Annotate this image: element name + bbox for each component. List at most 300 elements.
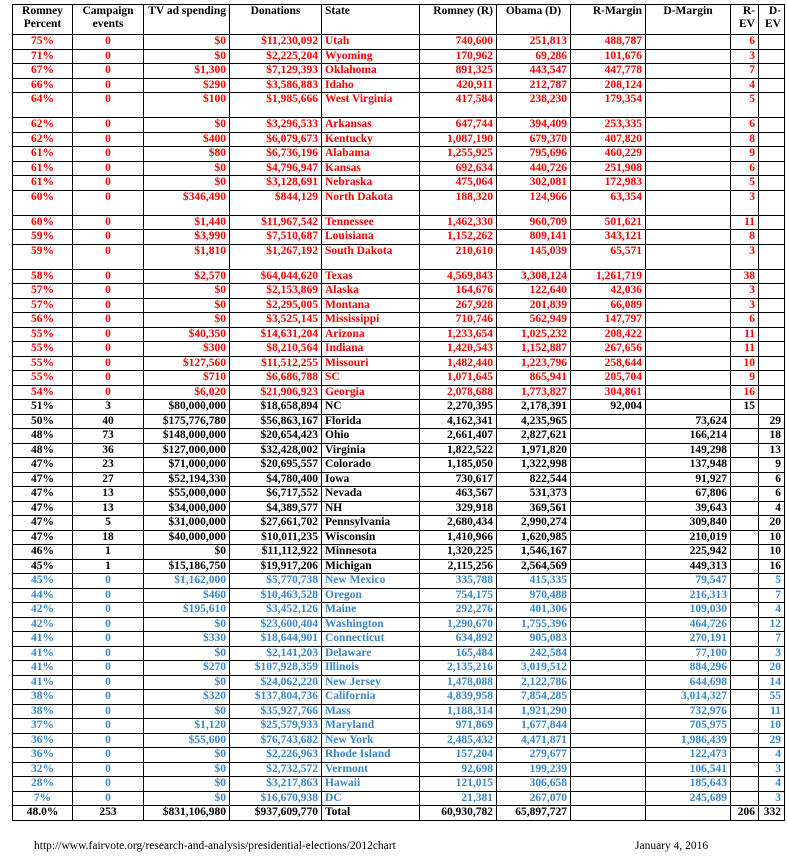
cell-d-ev: 12 (759, 617, 785, 632)
cell-donations: $1,985,666 (230, 93, 322, 118)
cell-donations: $19,917,206 (230, 559, 322, 574)
cell-d-ev (759, 118, 785, 133)
cell-r-ev (731, 559, 759, 574)
cell-romney-percent: 55% (13, 327, 73, 342)
cell-obama-votes: 401,306 (497, 603, 571, 618)
cell-campaign-events: 0 (73, 78, 144, 93)
cell-r-ev: 6 (731, 35, 759, 50)
cell-d-ev (759, 298, 785, 313)
cell-d-margin: 270,191 (646, 632, 731, 647)
cell-r-margin: 101,676 (571, 49, 646, 64)
cell-obama-votes: 1,152,887 (497, 342, 571, 357)
cell-donations: $2,295,005 (230, 298, 322, 313)
cell-state-name: Colorado (322, 458, 420, 473)
cell-donations: $10,463,528 (230, 588, 322, 603)
cell-r-ev: 11 (731, 327, 759, 342)
cell-obama-votes: 809,141 (497, 230, 571, 245)
cell-romney-percent: 42% (13, 603, 73, 618)
cell-d-ev: 6 (759, 487, 785, 502)
cell-obama-votes: 2,564,569 (497, 559, 571, 574)
table-row (13, 400, 785, 415)
cell-d-margin: 225,942 (646, 545, 731, 560)
cell-donations: $25,579,933 (230, 719, 322, 734)
cell-d-ev (759, 35, 785, 50)
header-romney-votes: Romney (R) (420, 5, 497, 35)
cell-romney-percent: 41% (13, 646, 73, 661)
cell-r-margin (571, 632, 646, 647)
cell-donations: $3,217,863 (230, 777, 322, 792)
cell-r-margin: 208,422 (571, 327, 646, 342)
cell-r-margin: 147,797 (571, 313, 646, 328)
cell-r-margin: 179,354 (571, 93, 646, 118)
cell-obama-votes: 369,561 (497, 501, 571, 516)
cell-d-ev: 4 (759, 777, 785, 792)
cell-campaign-events: 0 (73, 313, 144, 328)
cell-romney-votes: 740,600 (420, 35, 497, 50)
cell-state-name: Michigan (322, 559, 420, 574)
cell-r-ev: 3 (731, 49, 759, 64)
cell-donations: $1,267,192 (230, 244, 322, 269)
cell-r-margin (571, 545, 646, 560)
cell-campaign-events: 3 (73, 400, 144, 415)
cell-romney-percent: 47% (13, 516, 73, 531)
cell-romney-votes: 1,152,262 (420, 230, 497, 245)
cell-r-ev (731, 719, 759, 734)
cell-campaign-events: 0 (73, 690, 144, 705)
cell-campaign-events: 0 (73, 161, 144, 176)
cell-romney-votes: 188,320 (420, 190, 497, 215)
cell-state-name: Vermont (322, 762, 420, 777)
cell-tv-ad-spending: $6,020 (144, 385, 230, 400)
cell-tv-ad-spending: $330 (144, 632, 230, 647)
cell-tv-ad-spending: $0 (144, 704, 230, 719)
cell-d-ev: 6 (759, 472, 785, 487)
cell-d-ev: 5 (759, 574, 785, 589)
cell-r-margin: 66,089 (571, 298, 646, 313)
cell-obama-votes: 1,773,827 (497, 385, 571, 400)
cell-state-name: Tennessee (322, 215, 420, 230)
cell-d-ev (759, 356, 785, 371)
cell-tv-ad-spending: $55,000,000 (144, 487, 230, 502)
table-row (13, 690, 785, 705)
cell-r-margin (571, 690, 646, 705)
cell-romney-percent: 45% (13, 574, 73, 589)
table-row (13, 762, 785, 777)
cell-campaign-events: 0 (73, 356, 144, 371)
cell-r-margin: 304,861 (571, 385, 646, 400)
cell-romney-percent: 47% (13, 530, 73, 545)
cell-romney-votes: 1,290,670 (420, 617, 497, 632)
cell-donations: $6,079,673 (230, 132, 322, 147)
cell-r-margin (571, 603, 646, 618)
cell-campaign-events: 1 (73, 545, 144, 560)
cell-obama-votes: 394,409 (497, 118, 571, 133)
cell-donations: $56,863,167 (230, 414, 322, 429)
cell-r-margin: 208,124 (571, 78, 646, 93)
cell-state-name: Indiana (322, 342, 420, 357)
cell-d-margin (646, 118, 731, 133)
cell-campaign-events: 0 (73, 49, 144, 64)
cell-d-margin: 309,840 (646, 516, 731, 531)
cell-tv-ad-spending: $460 (144, 588, 230, 603)
table-row (13, 284, 785, 299)
cell-obama-votes: 2,990,274 (497, 516, 571, 531)
cell-campaign-events: 0 (73, 132, 144, 147)
cell-tv-ad-spending: $175,776,780 (144, 414, 230, 429)
cell-r-ev: 10 (731, 356, 759, 371)
cell-r-margin: 460,229 (571, 147, 646, 162)
cell-r-ev: 3 (731, 190, 759, 215)
cell-r-margin (571, 617, 646, 632)
cell-romney-votes: 157,204 (420, 748, 497, 763)
cell-donations: $6,686,788 (230, 371, 322, 386)
cell-d-margin (646, 215, 731, 230)
cell-d-margin: 73,624 (646, 414, 731, 429)
cell-romney-percent: 54% (13, 385, 73, 400)
cell-romney-percent: 57% (13, 298, 73, 313)
cell-donations: $24,062,220 (230, 675, 322, 690)
cell-campaign-events: 0 (73, 675, 144, 690)
table-row (13, 661, 785, 676)
cell-r-ev: 8 (731, 132, 759, 147)
header-state: State (322, 5, 420, 35)
cell-obama-votes: 822,544 (497, 472, 571, 487)
header-row (13, 5, 785, 35)
cell-romney-votes: 1,185,050 (420, 458, 497, 473)
cell-donations: $7,510,687 (230, 230, 322, 245)
table-row (13, 487, 785, 502)
cell-campaign-events: 0 (73, 327, 144, 342)
cell-tv-ad-spending: $1,440 (144, 215, 230, 230)
cell-tv-ad-spending: $0 (144, 791, 230, 806)
cell-r-margin: 488,787 (571, 35, 646, 50)
cell-donations: $18,658,894 (230, 400, 322, 415)
cell-d-ev: 55 (759, 690, 785, 705)
cell-romney-percent: 59% (13, 230, 73, 245)
cell-romney-votes: 121,015 (420, 777, 497, 792)
table-row (13, 385, 785, 400)
cell-romney-percent: 48.0% (13, 806, 73, 821)
cell-r-ev (731, 791, 759, 806)
table-row (13, 327, 785, 342)
cell-state-name: Alabama (322, 147, 420, 162)
cell-donations: $11,967,542 (230, 215, 322, 230)
cell-r-ev: 9 (731, 147, 759, 162)
cell-r-ev (731, 443, 759, 458)
cell-state-name: Total (322, 806, 420, 821)
cell-romney-percent: 50% (13, 414, 73, 429)
cell-d-margin: 79,547 (646, 574, 731, 589)
cell-romney-percent: 41% (13, 661, 73, 676)
cell-r-margin (571, 733, 646, 748)
cell-r-margin: 267,656 (571, 342, 646, 357)
cell-d-margin: 644,698 (646, 675, 731, 690)
cell-romney-votes: 417,584 (420, 93, 497, 118)
cell-campaign-events: 0 (73, 215, 144, 230)
cell-romney-votes: 267,928 (420, 298, 497, 313)
cell-romney-percent: 55% (13, 342, 73, 357)
cell-d-margin (646, 806, 731, 821)
cell-r-ev (731, 429, 759, 444)
cell-r-margin (571, 429, 646, 444)
cell-romney-percent: 45% (13, 559, 73, 574)
cell-campaign-events: 1 (73, 559, 144, 574)
cell-romney-votes: 1,188,314 (420, 704, 497, 719)
cell-tv-ad-spending: $2,570 (144, 269, 230, 284)
cell-d-margin (646, 371, 731, 386)
cell-obama-votes: 440,726 (497, 161, 571, 176)
cell-r-margin: 447,778 (571, 64, 646, 79)
cell-tv-ad-spending: $831,106,980 (144, 806, 230, 821)
table-row (13, 733, 785, 748)
cell-state-name: Wyoming (322, 49, 420, 64)
cell-romney-percent: 48% (13, 429, 73, 444)
cell-romney-votes: 170,962 (420, 49, 497, 64)
cell-romney-percent: 47% (13, 472, 73, 487)
cell-tv-ad-spending: $127,560 (144, 356, 230, 371)
cell-donations: $11,512,255 (230, 356, 322, 371)
cell-campaign-events: 0 (73, 632, 144, 647)
table-row (13, 472, 785, 487)
cell-d-margin (646, 161, 731, 176)
cell-d-ev: 16 (759, 559, 785, 574)
cell-r-margin (571, 458, 646, 473)
cell-tv-ad-spending: $290 (144, 78, 230, 93)
cell-d-margin (646, 385, 731, 400)
cell-romney-percent: 61% (13, 147, 73, 162)
cell-state-name: Mass (322, 704, 420, 719)
cell-state-name: California (322, 690, 420, 705)
cell-campaign-events: 0 (73, 704, 144, 719)
cell-d-margin: 449,313 (646, 559, 731, 574)
cell-campaign-events: 0 (73, 342, 144, 357)
cell-donations: $76,743,682 (230, 733, 322, 748)
cell-campaign-events: 0 (73, 298, 144, 313)
cell-obama-votes: 1,025,232 (497, 327, 571, 342)
cell-state-name: Texas (322, 269, 420, 284)
cell-campaign-events: 0 (73, 791, 144, 806)
cell-r-ev: 5 (731, 93, 759, 118)
cell-r-margin: 343,121 (571, 230, 646, 245)
cell-d-margin: 245,689 (646, 791, 731, 806)
table-row (13, 215, 785, 230)
cell-obama-votes: 905,083 (497, 632, 571, 647)
cell-tv-ad-spending: $0 (144, 161, 230, 176)
cell-donations: $4,389,577 (230, 501, 322, 516)
cell-state-name: North Dakota (322, 190, 420, 215)
cell-d-margin (646, 284, 731, 299)
cell-donations: $20,654,423 (230, 429, 322, 444)
cell-d-margin (646, 64, 731, 79)
cell-obama-votes: 1,971,820 (497, 443, 571, 458)
cell-d-ev (759, 327, 785, 342)
footer-date: January 4, 2016 (635, 840, 709, 852)
cell-tv-ad-spending: $0 (144, 313, 230, 328)
cell-d-margin (646, 313, 731, 328)
cell-romney-percent: 66% (13, 78, 73, 93)
cell-romney-percent: 46% (13, 545, 73, 560)
cell-romney-votes: 21,381 (420, 791, 497, 806)
cell-d-ev (759, 269, 785, 284)
cell-r-margin (571, 574, 646, 589)
cell-r-ev: 6 (731, 118, 759, 133)
cell-d-ev: 7 (759, 632, 785, 647)
cell-tv-ad-spending: $0 (144, 545, 230, 560)
cell-romney-percent: 41% (13, 632, 73, 647)
table-row (13, 356, 785, 371)
cell-d-margin: 3,014,327 (646, 690, 731, 705)
cell-d-margin: 91,927 (646, 472, 731, 487)
cell-r-ev: 11 (731, 342, 759, 357)
table-row (13, 342, 785, 357)
cell-romney-percent: 64% (13, 93, 73, 118)
cell-romney-votes: 420,911 (420, 78, 497, 93)
cell-obama-votes: 1,620,985 (497, 530, 571, 545)
cell-d-ev: 10 (759, 719, 785, 734)
cell-d-ev (759, 244, 785, 269)
cell-donations: $2,732,572 (230, 762, 322, 777)
table-row (13, 545, 785, 560)
cell-campaign-events: 0 (73, 118, 144, 133)
cell-romney-percent: 58% (13, 269, 73, 284)
cell-obama-votes: 1,755,396 (497, 617, 571, 632)
cell-r-margin: 205,704 (571, 371, 646, 386)
cell-state-name: South Dakota (322, 244, 420, 269)
cell-d-margin: 106,541 (646, 762, 731, 777)
cell-donations: $2,225,204 (230, 49, 322, 64)
cell-campaign-events: 0 (73, 147, 144, 162)
cell-d-ev (759, 284, 785, 299)
cell-d-margin: 122,473 (646, 748, 731, 763)
header-donations: Donations (230, 5, 322, 35)
cell-r-ev: 3 (731, 244, 759, 269)
cell-campaign-events: 0 (73, 284, 144, 299)
cell-state-name: NC (322, 400, 420, 415)
cell-romney-votes: 165,484 (420, 646, 497, 661)
cell-d-ev (759, 49, 785, 64)
cell-r-margin (571, 472, 646, 487)
cell-campaign-events: 0 (73, 244, 144, 269)
cell-tv-ad-spending: $400 (144, 132, 230, 147)
cell-tv-ad-spending: $1,300 (144, 64, 230, 79)
cell-obama-votes: 1,677,844 (497, 719, 571, 734)
table-row (13, 559, 785, 574)
cell-state-name: Oregon (322, 588, 420, 603)
cell-obama-votes: 3,019,512 (497, 661, 571, 676)
cell-d-ev (759, 230, 785, 245)
cell-romney-percent: 56% (13, 313, 73, 328)
cell-r-margin (571, 791, 646, 806)
table-row (13, 646, 785, 661)
cell-obama-votes: 306,658 (497, 777, 571, 792)
cell-obama-votes: 795,696 (497, 147, 571, 162)
cell-d-ev: 332 (759, 806, 785, 821)
cell-obama-votes: 267,070 (497, 791, 571, 806)
cell-romney-percent: 44% (13, 588, 73, 603)
table-row (13, 443, 785, 458)
table-row (13, 161, 785, 176)
cell-r-margin (571, 719, 646, 734)
cell-r-margin (571, 704, 646, 719)
cell-romney-votes: 4,162,341 (420, 414, 497, 429)
cell-r-ev (731, 748, 759, 763)
cell-r-ev (731, 516, 759, 531)
cell-donations: $32,428,002 (230, 443, 322, 458)
cell-obama-votes: 1,546,167 (497, 545, 571, 560)
cell-romney-percent: 41% (13, 675, 73, 690)
cell-donations: $6,717,552 (230, 487, 322, 502)
cell-state-name: Alaska (322, 284, 420, 299)
cell-donations: $137,804,736 (230, 690, 322, 705)
cell-donations: $3,296,533 (230, 118, 322, 133)
header-r-margin: R-Margin (571, 5, 646, 35)
cell-d-ev: 4 (759, 603, 785, 618)
cell-r-margin (571, 661, 646, 676)
header-d-ev: D-EV (759, 5, 785, 35)
table-row (13, 190, 785, 215)
cell-donations: $2,141,203 (230, 646, 322, 661)
cell-campaign-events: 0 (73, 719, 144, 734)
cell-romney-votes: 1,420,543 (420, 342, 497, 357)
cell-state-name: Wisconsin (322, 530, 420, 545)
cell-tv-ad-spending: $1,120 (144, 719, 230, 734)
cell-r-ev: 16 (731, 385, 759, 400)
cell-romney-votes: 1,233,654 (420, 327, 497, 342)
cell-obama-votes: 679,370 (497, 132, 571, 147)
cell-d-ev (759, 342, 785, 357)
cell-campaign-events: 0 (73, 748, 144, 763)
cell-r-ev (731, 646, 759, 661)
cell-d-ev (759, 93, 785, 118)
cell-state-name: Montana (322, 298, 420, 313)
cell-r-ev (731, 472, 759, 487)
cell-r-margin: 253,335 (571, 118, 646, 133)
cell-r-margin: 1,261,719 (571, 269, 646, 284)
cell-d-margin (646, 298, 731, 313)
cell-romney-votes: 1,478,088 (420, 675, 497, 690)
cell-obama-votes: 2,122,786 (497, 675, 571, 690)
cell-donations: $27,661,702 (230, 516, 322, 531)
table-row (13, 298, 785, 313)
table-row (13, 93, 785, 118)
table-row (13, 777, 785, 792)
cell-tv-ad-spending: $0 (144, 49, 230, 64)
cell-romney-votes: 292,276 (420, 603, 497, 618)
cell-tv-ad-spending: $320 (144, 690, 230, 705)
cell-d-margin (646, 342, 731, 357)
cell-campaign-events: 0 (73, 64, 144, 79)
cell-tv-ad-spending: $100 (144, 93, 230, 118)
cell-d-ev: 11 (759, 704, 785, 719)
cell-d-ev: 29 (759, 414, 785, 429)
cell-d-ev: 20 (759, 661, 785, 676)
cell-romney-votes: 475,064 (420, 176, 497, 191)
cell-d-ev: 3 (759, 646, 785, 661)
cell-obama-votes: 415,335 (497, 574, 571, 589)
cell-romney-percent: 55% (13, 371, 73, 386)
cell-donations: $2,153,869 (230, 284, 322, 299)
cell-r-ev: 11 (731, 215, 759, 230)
cell-tv-ad-spending: $0 (144, 617, 230, 632)
cell-d-ev: 10 (759, 545, 785, 560)
cell-r-ev (731, 617, 759, 632)
cell-state-name: Iowa (322, 472, 420, 487)
cell-campaign-events: 0 (73, 617, 144, 632)
table-row (13, 588, 785, 603)
cell-romney-percent: 60% (13, 190, 73, 215)
cell-r-margin: 92,004 (571, 400, 646, 415)
table-row (13, 176, 785, 191)
